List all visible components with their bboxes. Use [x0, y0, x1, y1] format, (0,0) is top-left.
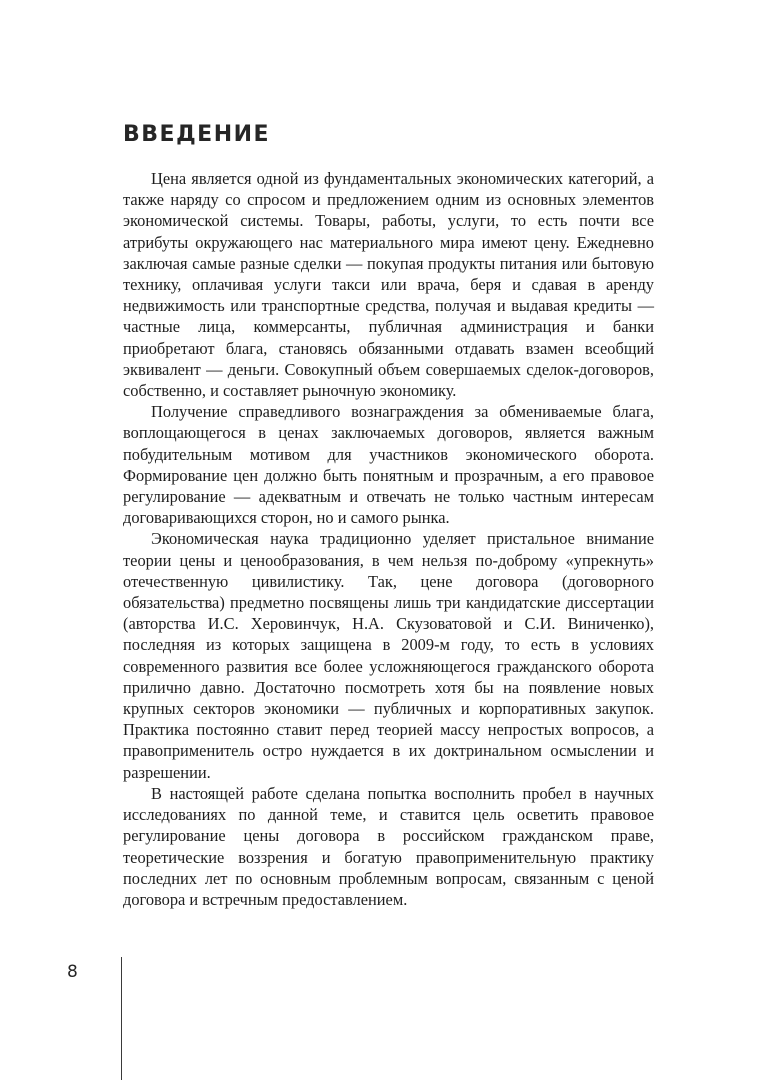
- paragraph: Цена является одной из фундаментальных экономических категорий, а также наряду со спросом и предложением одним из основных элементов экономической системы. Товары, работы, услуги, то есть почти все атрибуты окружающего нас материального мира имеют цену. Ежедневно заключая самые разные сделки — покупая продукты питания или бытовую технику, оплачивая услуги такси или врача, беря и сдавая в аренду недвижимость или транспортные средства, получая и выдавая кредиты — частные лица, коммерсанты, публичная администрация и банки приобретают блага, становясь обязанными отдавать взамен всеобщий эквивалент — деньги. Совокупный объем совершаемых сделок-договоров, собственно, и составляет рыночную экономику.: [123, 169, 654, 401]
- chapter-title: ВВЕДЕНИЕ: [123, 122, 271, 147]
- body-text: [123, 168, 654, 910]
- paragraph: В настоящей работе сделана попытка восполнить пробел в научных исследованиях по данной теме, и ставится цель осветить правовое регулирование цены договора в российском гражданском праве, теоретические воззрения и богатую правоприменительную практику последних лет по основным проблемным вопросам, связанным с ценой договора и встречным предоставлением.: [123, 783, 654, 909]
- page-number: 8: [67, 962, 78, 982]
- paragraph: Получение справедливого вознаграждения за обмениваемые блага, воплощающегося в ценах заключаемых договоров, является важным побудительным мотивом для участников экономического оборота. Формирование цен должно быть понятным и прозрачным, а его правовое регулирование — адекватным и отвечать не только частным интересам договаривающихся сторон, но и самого рынка.: [123, 402, 654, 528]
- paragraph: Экономическая наука традиционно уделяет пристальное внимание теории цены и ценообразования, в чем нельзя по-доброму «упрекнуть» отечественную цивилистику. Так, цене договора (договорного обязательства) предметно посвящены лишь три кандидатские диссертации (авторства И.С. Херовинчук, Н.А. Скузоватовой и С.И. Виниченко), последняя из которых защищена в 2009-м году, то есть в условиях современного развития все более усложняющегося гражданского оборота прилично давно. Достаточно посмотреть хотя бы на появление новых крупных секторов экономики — публичных и корпоративных закупок. Практика постоянно ставит перед теорией массу непростых вопросов, а правоприменитель остро нуждается в их доктринальном осмыслении и разрешении.: [123, 529, 654, 782]
- margin-rule: [121, 957, 122, 1080]
